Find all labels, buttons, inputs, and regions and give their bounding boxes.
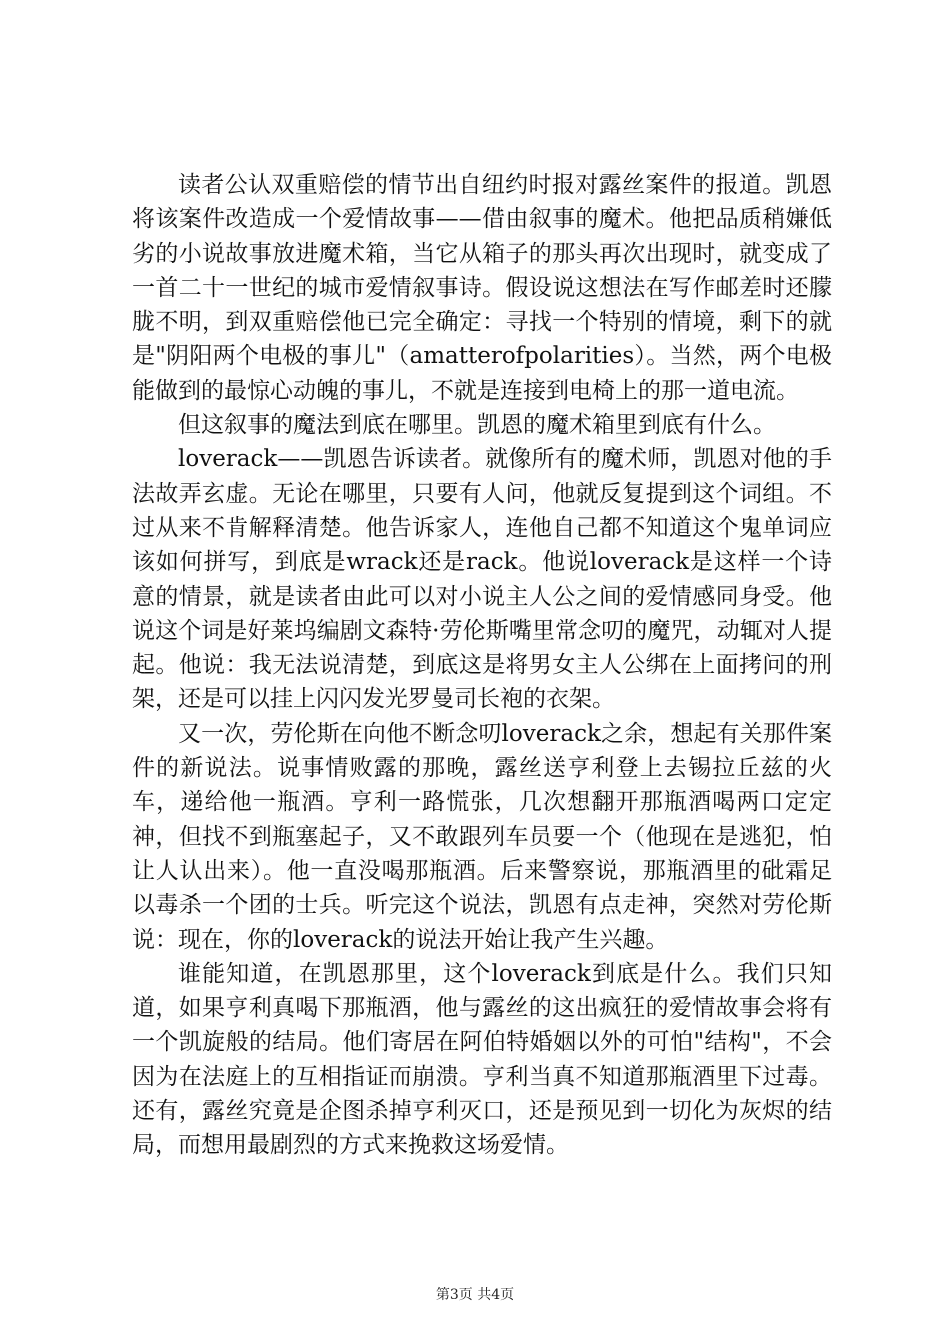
paragraph-5: 谁能知道，在凯恩那里，这个loverack到底是什么。我们只知道，如果亨利真喝下那瓶酒，他与露丝的这出疯狂的爱情故事会将有一个凯旋般的结局。他们寄居在阿伯特婚姻以外的可怕"结构"，不会因为在法庭上的互相指证而崩溃。亨利当真不知道那瓶酒里下过毒。还有，露丝究竟是企图杀掉亨利灭口，还是预见到一切化为灰烬的结局，而想用最剧烈的方式来挽救这场爱情。	[132, 960, 832, 1159]
paragraph-4: 又一次，劳伦斯在向他不断念叨loverack之余，想起有关那件案件的新说法。说事情败露的那晚，露丝送亨利登上去锡拉丘兹的火车，递给他一瓶酒。亨利一路慌张，几次想翻开那瓶酒喝两口定定神，但找不到瓶塞起子，又不敢跟列车员要一个（他现在是逃犯，怕让人认出来）。他一直没喝那瓶酒。后来警察说，那瓶酒里的砒霜足以毒杀一个团的士兵。听完这个说法，凯恩有点走神，突然对劳伦斯说：现在，你的loverack的说法开始让我产生兴趣。	[132, 720, 832, 953]
paragraph-2: 但这叙事的魔法到底在哪里。凯恩的魔术箱里到底有什么。	[178, 412, 776, 439]
document-body	[132, 168, 832, 1163]
paragraph-1: 读者公认双重赔偿的情节出自纽约时报对露丝案件的报道。凯恩将该案件改造成一个爱情故事——借由叙事的魔术。他把品质稍嫌低劣的小说故事放进魔术箱，当它从箱子的那头再次出现时，就变成了一首二十一世纪的城市爱情叙事诗。假设说这想法在写作邮差时还朦胧不明，到双重赔偿他已完全确定：寻找一个特别的情境，剩下的就是"阴阳两个电极的事儿"（amatterofpolarities）。当然，两个电极能做到的最惊心动魄的事儿，不就是连接到电椅上的那一道电流。	[132, 172, 832, 404]
page-number-footer: 第3页 共4页	[435, 1287, 515, 1303]
paragraph-3: loverack——凯恩告诉读者。就像所有的魔术师，凯恩对他的手法故弄玄虚。无论在哪里，只要有人问，他就反复提到这个词组。不过从来不肯解释清楚。他告诉家人，连他自己都不知道这个鬼单词应该如何拼写，到底是wrack还是rack。他说loverack是这样一个诗意的情景，就是读者由此可以对小说主人公之间的爱情感同身受。他说这个词是好莱坞编剧文森特·劳伦斯嘴里常念叨的魔咒，动辄对人提起。他说：我无法说清楚，到底这是将男女主人公绑在上面拷问的刑架，还是可以挂上闪闪发光罗曼司长袍的衣架。	[132, 446, 832, 713]
